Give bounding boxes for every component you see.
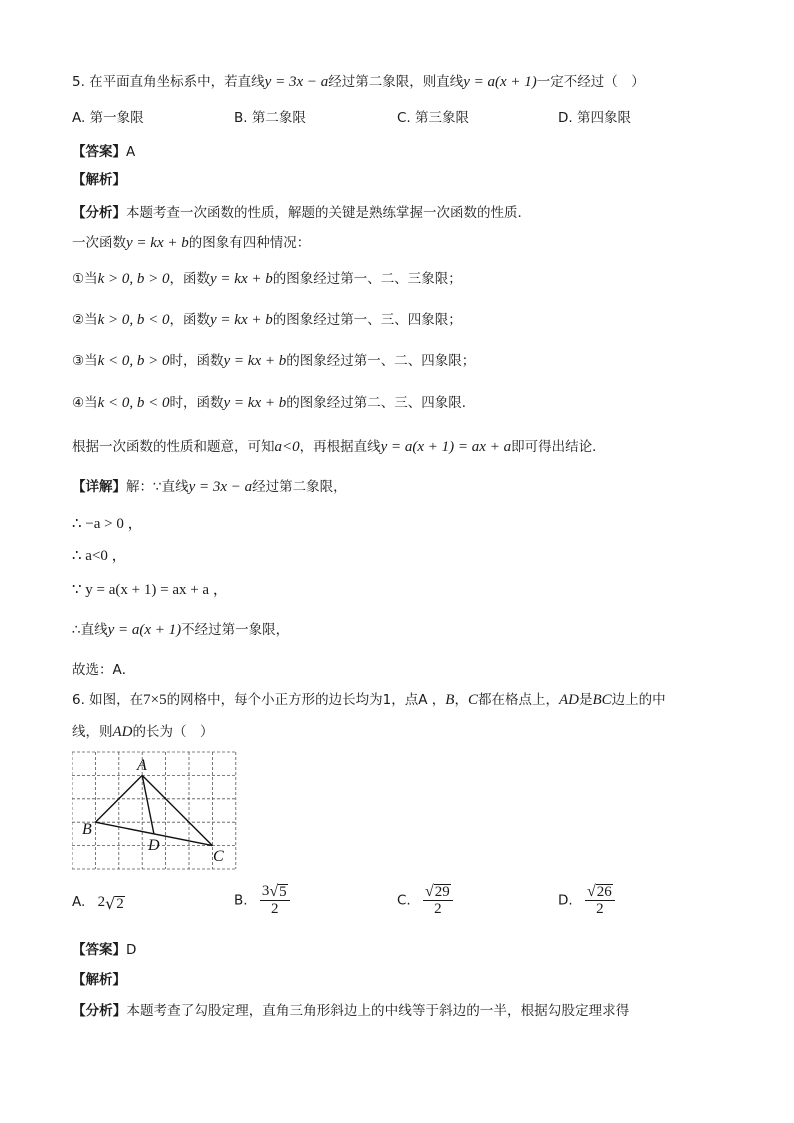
detail-text-2: 经过第二象限，: [252, 479, 347, 495]
q5-equation-1: y = 3x − a: [264, 74, 329, 90]
denominator: 2: [271, 901, 279, 917]
q5-option-c: C. 第三象限: [397, 110, 470, 126]
case-condition: k > 0, b < 0: [97, 312, 170, 328]
q5-case-2: [72, 310, 462, 330]
analysis-tag: 【解析】: [72, 172, 126, 188]
q6-text: 6. 如图，在: [72, 692, 144, 708]
q5-option-a: A. 第一象限: [72, 110, 144, 126]
case-mid: ，函数: [169, 271, 211, 287]
cases-intro-text-2: 的图象有四种情况：: [188, 235, 311, 251]
q6-fenxi: [72, 1001, 629, 1021]
denominator: 2: [596, 901, 604, 917]
detail-text: 解：∵直线: [126, 479, 189, 495]
option-d-fraction: [585, 883, 615, 918]
analysis-tag: 【解析】: [72, 972, 126, 988]
q6-text-4: 是: [578, 692, 593, 708]
case-mark: ③当: [72, 353, 98, 369]
case-condition: k < 0, b < 0: [97, 395, 170, 411]
q5-stem-text: 5. 在平面直角坐标系中，若直线: [72, 74, 265, 90]
case-tail: 的图象经过第一、二、四象限；: [286, 353, 476, 369]
q5-step-3: ∵ y = a(x + 1) = ax + a ，: [72, 582, 228, 598]
denominator: 2: [434, 901, 442, 917]
q6-point-b: B: [445, 692, 455, 708]
q5-stem-text-2: 经过第二象限，则直线: [328, 74, 464, 90]
case-mark: ②当: [72, 312, 98, 328]
option-letter: D.: [558, 892, 573, 909]
q5-cases-intro: [72, 233, 310, 253]
q6-segment-bc: BC: [592, 692, 612, 708]
conclusion-equation-2: y = a(x + 1) = ax + a: [380, 439, 512, 455]
case-condition: k < 0, b > 0: [97, 353, 170, 369]
label-a: A: [137, 757, 147, 774]
answer-value: A: [126, 144, 136, 160]
case-tail: 的图象经过第一、三、四象限；: [272, 312, 462, 328]
q6-grid-size: 7×5: [143, 692, 167, 708]
q5-option-d: D. 第四象限: [558, 110, 631, 126]
q6-answer: [72, 940, 136, 960]
q5-case-3: [72, 351, 475, 371]
case-equation: y = kx + b: [223, 395, 287, 411]
q6-segment-ad: AD: [558, 692, 579, 708]
q5-analysis-heading: [72, 170, 126, 190]
step4-equation: y = a(x + 1): [107, 622, 182, 638]
coefficient: 3: [261, 883, 270, 899]
q6-stem-line-1: [72, 690, 666, 710]
option-letter: C.: [397, 892, 411, 909]
q6-text-3: 都在格点上，: [477, 692, 559, 708]
answer-tag: 【答案】: [72, 942, 126, 958]
case-equation: y = kx + b: [223, 353, 287, 369]
fenxi-tag: 【分析】: [72, 1003, 127, 1019]
cases-intro-text: 一次函数: [72, 235, 126, 251]
step4-text: ∴直线: [72, 622, 108, 638]
case-mid: ，函数: [169, 312, 211, 328]
grid-triangle-figure: [72, 749, 242, 871]
answer-value: D: [126, 942, 137, 958]
case-mid: 时，函数: [169, 395, 224, 411]
q5-option-b: B. 第二象限: [234, 110, 306, 126]
radicand: 26: [596, 884, 612, 900]
coefficient: 2: [97, 894, 106, 910]
q6-text-6: 线，则: [72, 724, 113, 740]
radicand: 5: [279, 884, 287, 900]
q5-fenxi: [72, 203, 531, 223]
conclusion-text-3: 即可得出结论．: [511, 439, 606, 455]
triangle-abc: [95, 775, 212, 845]
sqrt-icon: √: [586, 883, 596, 900]
sqrt-icon: √: [269, 883, 279, 900]
sqrt-icon: √: [425, 883, 434, 900]
q5-step-2: ∴ a<0 ，: [72, 548, 127, 564]
case-mark: ④当: [72, 395, 98, 411]
option-letter: B.: [234, 892, 248, 909]
label-c: C: [213, 848, 224, 865]
case-mid: 时，函数: [169, 353, 224, 369]
q5-answer: [72, 142, 135, 162]
detail-tag: 【详解】: [72, 479, 126, 495]
step4-text-2: 不经过第一象限，: [181, 622, 290, 638]
q6-option-c: [397, 883, 453, 918]
q5-case-4: [72, 393, 475, 413]
case-condition: k > 0, b > 0: [97, 271, 170, 287]
q5-stem-text-3: 一定不经过（ ）: [536, 74, 645, 90]
q6-option-a: [72, 892, 125, 912]
q6-option-b: [234, 883, 290, 918]
fenxi-tag: 【分析】: [72, 205, 126, 221]
case-mark: ①当: [72, 271, 98, 287]
option-letter: A.: [72, 894, 86, 910]
q6-comma: ，: [454, 692, 468, 708]
q5-step-1: ∴ −a > 0 ，: [72, 516, 143, 532]
q6-point-c: C: [467, 692, 478, 708]
q5-conclusion: [72, 437, 606, 457]
conclusion-equation-1: a<0: [274, 439, 300, 455]
q5-stem: [72, 72, 645, 92]
q6-stem-line-2: [72, 722, 214, 742]
q6-figure: [72, 749, 242, 875]
option-b-fraction: [260, 883, 290, 918]
q6-option-d: [558, 883, 615, 918]
option-c-fraction: [423, 883, 453, 918]
fenxi-text: 本题考查一次函数的性质，解题的关键是熟练掌握一次函数的性质．: [126, 205, 531, 221]
q6-text-2: 的网格中，每个小正方形的边长均为1，点A ，: [166, 692, 446, 708]
case-tail: 的图象经过第二、三、四象限．: [286, 395, 476, 411]
q6-text-7: 的长为（ ）: [132, 724, 214, 740]
median-ad: [142, 775, 154, 834]
q5-step-4: [72, 620, 289, 640]
q5-final-choice: 故选：A．: [72, 662, 136, 678]
conclusion-text: 根据一次函数的性质和题意，可知: [72, 439, 275, 455]
option-a-value: [98, 892, 125, 912]
fenxi-text: 本题考查了勾股定理，直角三角形斜边上的中线等于斜边的一半，根据勾股定理求得: [126, 1003, 630, 1019]
answer-tag: 【答案】: [72, 144, 126, 160]
q6-segment-ad-2: AD: [112, 724, 133, 740]
q5-case-1: [72, 269, 462, 289]
radicand: 2: [116, 896, 124, 912]
label-d: D: [148, 837, 160, 854]
sqrt-icon: √: [105, 894, 116, 913]
q5-detail: [72, 477, 347, 497]
q5-equation-2: y = a(x + 1): [463, 74, 537, 90]
label-b: B: [82, 821, 92, 838]
q6-analysis-heading: [72, 970, 126, 990]
detail-equation: y = 3x − a: [188, 479, 253, 495]
case-tail: 的图象经过第一、二、三象限；: [272, 271, 462, 287]
case-equation: y = kx + b: [210, 312, 273, 328]
radicand: 29: [434, 884, 450, 900]
cases-intro-equation: y = kx + b: [126, 235, 189, 251]
case-equation: y = kx + b: [210, 271, 273, 287]
conclusion-text-2: ，再根据直线: [299, 439, 381, 455]
q6-text-5: 边上的中: [611, 692, 666, 708]
